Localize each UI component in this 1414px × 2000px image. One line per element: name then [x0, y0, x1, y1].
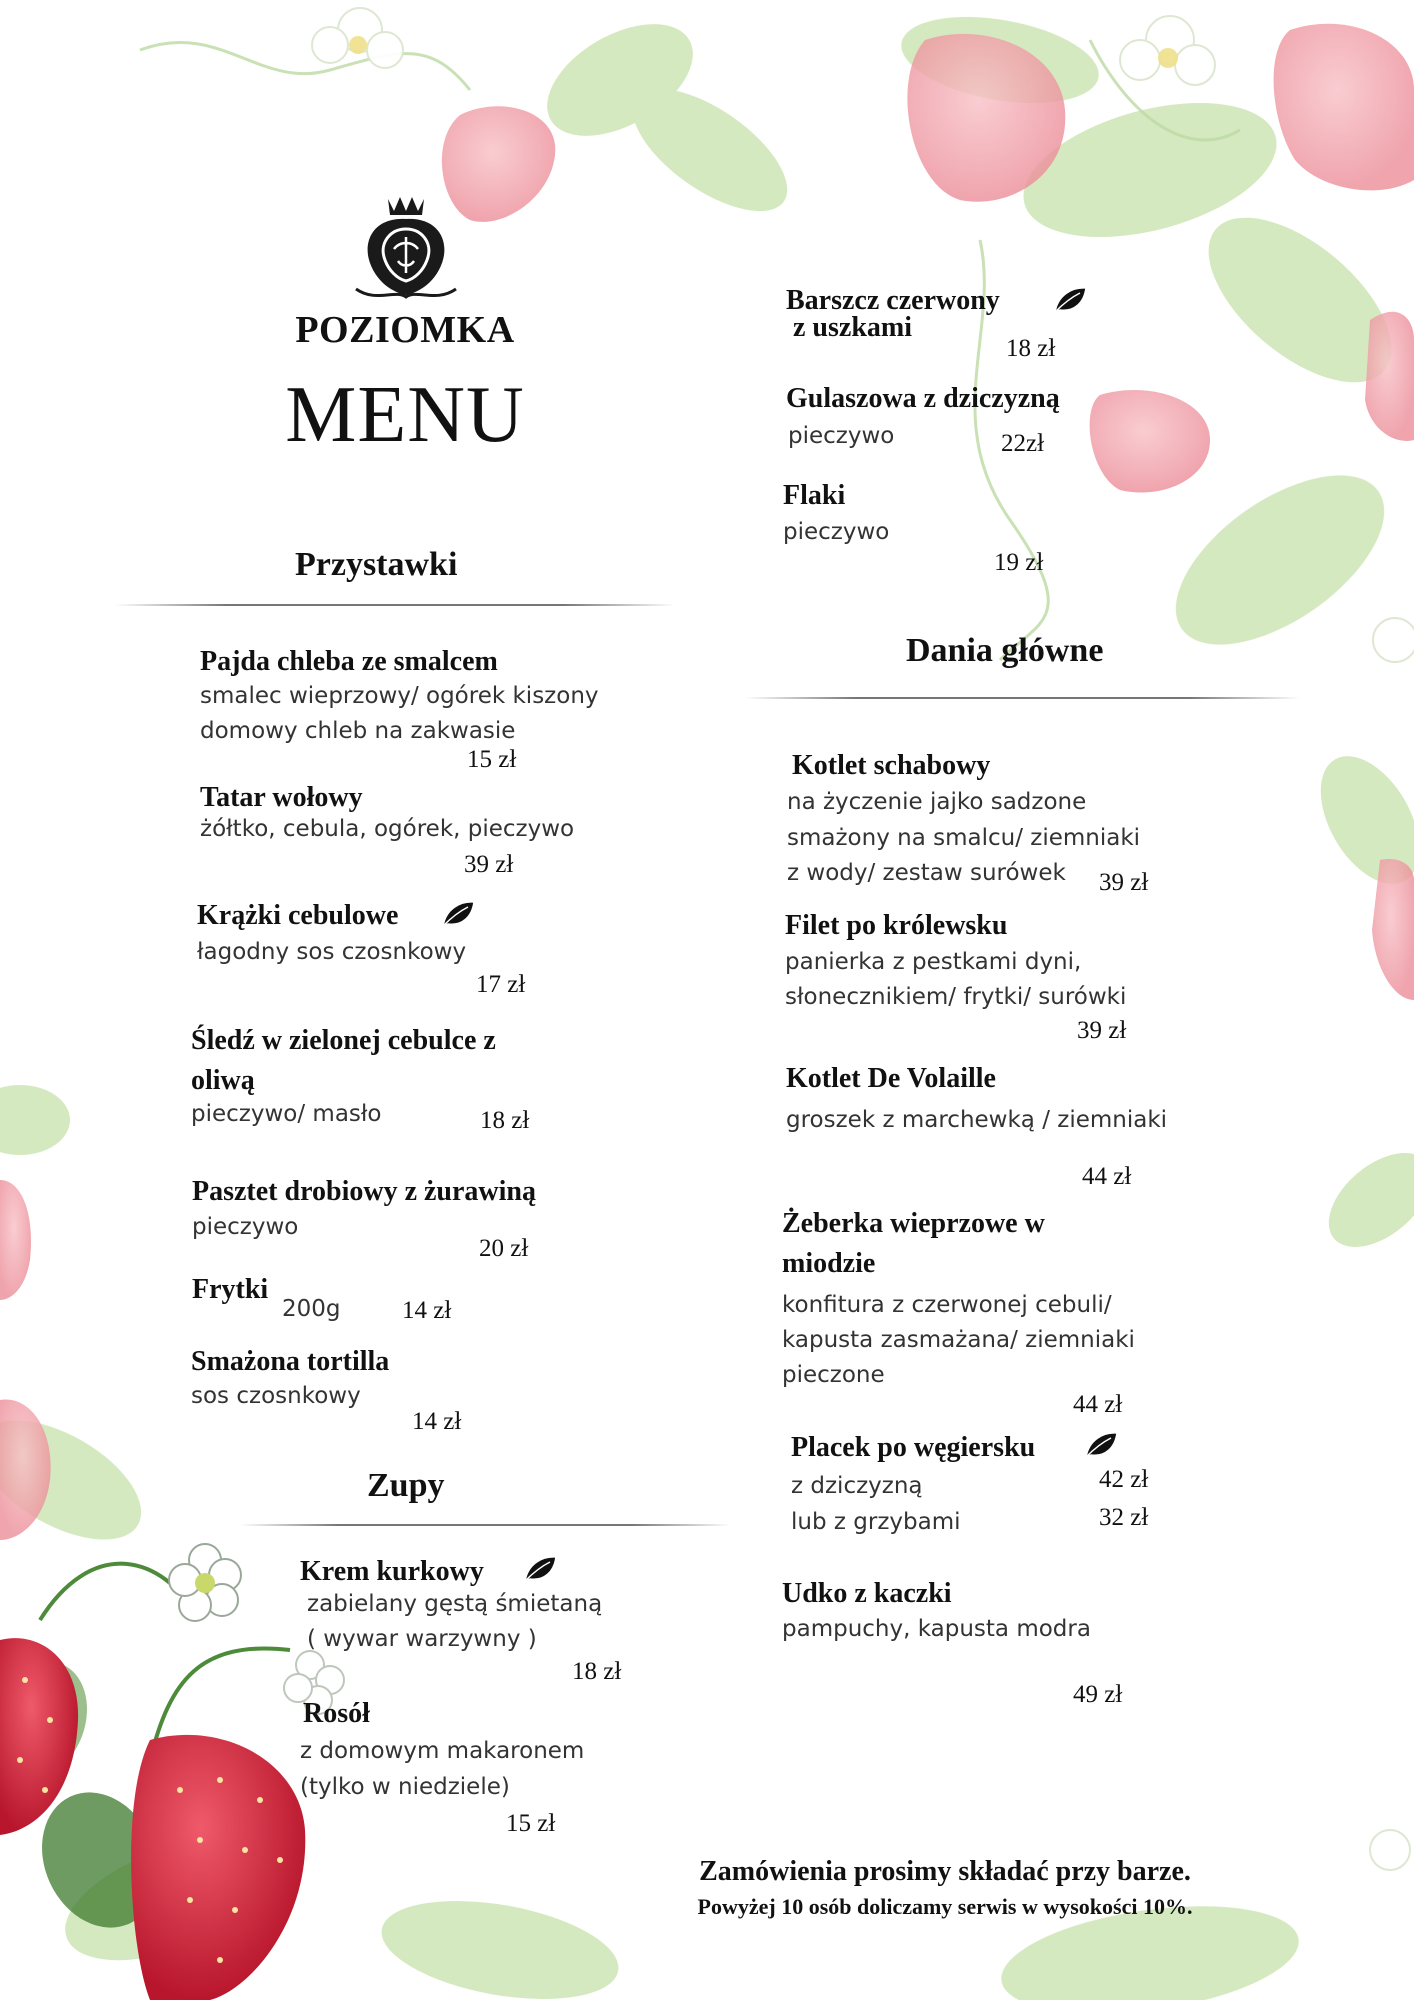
section-title-soups: Zupy	[367, 1467, 445, 1504]
menu-item-description: zabielany gęstą śmietaną	[307, 1591, 603, 1617]
menu-item-name: Placek po węgiersku	[791, 1432, 1036, 1463]
menu-item-price: 14 zł	[402, 1297, 452, 1324]
menu-item-name: z uszkami	[793, 312, 912, 343]
menu-item-name: Tatar wołowy	[200, 782, 363, 813]
menu-item-description: konfitura z czerwonej cebuli/	[782, 1292, 1112, 1318]
menu-item-name: Flaki	[783, 480, 846, 511]
menu-item-price: 18 zł	[572, 1658, 622, 1685]
menu-item-description: groszek z marchewką / ziemniaki	[786, 1107, 1168, 1133]
menu-item-name: Frytki	[192, 1274, 269, 1305]
menu-item-description: 200g	[282, 1296, 341, 1322]
menu-item-description: z dziczyzną	[791, 1473, 923, 1499]
menu-item-description: żółtko, cebula, ogórek, pieczywo	[200, 816, 575, 842]
menu-item-description: pieczywo	[192, 1214, 299, 1240]
menu-item-price: 22zł	[1001, 430, 1045, 457]
footer-service-note: Powyżej 10 osób doliczamy serwis w wysokości 10%.	[697, 1894, 1193, 1919]
menu-item-description: pieczywo	[788, 423, 895, 449]
menu-item-price: 39 zł	[1077, 1017, 1127, 1044]
menu-item-name: miodzie	[782, 1248, 876, 1279]
menu-item-name: Gulaszowa z dziczyzną	[786, 383, 1060, 414]
menu-item-price: 18 zł	[1006, 335, 1056, 362]
section-divider	[240, 1524, 730, 1526]
menu-item-description: sos czosnkowy	[191, 1383, 361, 1409]
menu-item-description: na życzenie jajko sadzone	[787, 789, 1087, 815]
menu-item-price: 20 zł	[479, 1235, 529, 1262]
menu-item-description: pieczywo	[783, 519, 890, 545]
menu-item-name: oliwą	[191, 1065, 255, 1096]
section-divider	[745, 697, 1300, 699]
menu-item-description: panierka z pestkami dyni,	[785, 949, 1082, 975]
menu-item-description: smalec wieprzowy/ ogórek kiszony	[200, 683, 599, 709]
menu-item-price: 39 zł	[1099, 869, 1149, 896]
menu-item-name: Żeberka wieprzowe w	[782, 1208, 1045, 1239]
menu-item-price: 42 zł	[1099, 1466, 1149, 1493]
menu-item-name: Barszcz czerwony	[786, 285, 1000, 316]
menu-item-description: lub z grzybami	[791, 1509, 961, 1535]
menu-item-name: Filet po królewsku	[785, 910, 1008, 941]
menu-item-description: łagodny sos czosnkowy	[197, 939, 467, 965]
menu-item-name: Pajda chleba ze smalcem	[200, 646, 498, 677]
menu-item-description: pampuchy, kapusta modra	[782, 1616, 1091, 1642]
menu-item-price: 17 zł	[476, 971, 526, 998]
vegetarian-leaf-icon	[1052, 285, 1088, 315]
menu-item-price: 19 zł	[994, 549, 1044, 576]
menu-item-name: Smażona tortilla	[191, 1346, 390, 1377]
section-title-starters: Przystawki	[295, 546, 458, 583]
menu-title: MENU	[285, 371, 525, 459]
menu-item-price: 15 zł	[467, 746, 517, 773]
menu-item-price: 49 zł	[1073, 1681, 1123, 1708]
menu-item-description: z wody/ zestaw surówek	[787, 860, 1066, 886]
menu-item-description: słonecznikiem/ frytki/ surówki	[785, 984, 1127, 1010]
section-title-mains: Dania główne	[906, 632, 1104, 669]
menu-item-description: smażony na smalcu/ ziemniaki	[787, 825, 1141, 851]
menu-item-price: 18 zł	[480, 1107, 530, 1134]
crowned-strawberry-emblem-icon	[346, 193, 466, 305]
menu-item-name: Udko z kaczki	[782, 1578, 952, 1609]
menu-item-name: Krążki cebulowe	[197, 900, 399, 931]
vegetarian-leaf-icon	[522, 1554, 558, 1584]
vegetarian-leaf-icon	[1083, 1430, 1119, 1460]
menu-item-description: z domowym makaronem	[300, 1738, 585, 1764]
brand-name: POZIOMKA	[295, 309, 515, 351]
menu-item-description: ( wywar warzywny )	[307, 1626, 537, 1652]
menu-item-description: pieczone	[782, 1362, 885, 1388]
menu-item-price: 32 zł	[1099, 1504, 1149, 1531]
menu-item-name: Kotlet schabowy	[792, 750, 991, 781]
vegetarian-leaf-icon	[440, 899, 476, 929]
menu-item-price: 44 zł	[1082, 1163, 1132, 1190]
menu-item-description: domowy chleb na zakwasie	[200, 718, 516, 744]
footer-order-note: Zamówienia prosimy składać przy barze.	[699, 1856, 1191, 1887]
menu-item-price: 44 zł	[1073, 1391, 1123, 1418]
menu-item-name: Pasztet drobiowy z żurawiną	[192, 1176, 536, 1207]
menu-item-description: (tylko w niedziele)	[300, 1774, 510, 1800]
menu-item-description: kapusta zasmażana/ ziemniaki	[782, 1327, 1135, 1353]
menu-item-name: Rosół	[303, 1698, 370, 1729]
menu-item-description: pieczywo/ masło	[191, 1101, 382, 1127]
menu-item-price: 14 zł	[412, 1408, 462, 1435]
menu-item-name: Krem kurkowy	[300, 1556, 484, 1587]
menu-item-name: Śledź w zielonej cebulce z	[191, 1025, 496, 1056]
menu-item-price: 39 zł	[464, 851, 514, 878]
menu-item-name: Kotlet De Volaille	[786, 1063, 996, 1094]
section-divider	[115, 604, 675, 606]
menu-item-price: 15 zł	[506, 1810, 556, 1837]
